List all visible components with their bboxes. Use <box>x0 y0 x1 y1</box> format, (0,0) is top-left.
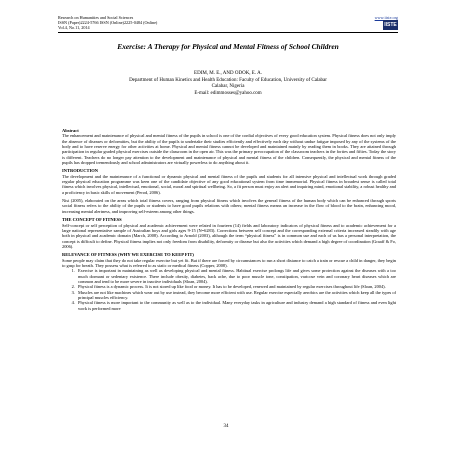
author-block <box>58 71 398 97</box>
introduction-paragraph-1: The development and the maintenance of a functional or dynamic physical and mental fitness of the pupils and students for all intensive physical and intellectual work through graded regular physical education programme was keen one of the candidate objective of any good educational system from time immemorial. Physical fitness in broadest sense is called total fitness which involves physical, intellectual, emotional, social, moral and spiritual wellbeing. So, a fit person must enjoy an alert and inquiring mind, emotional stability, a robust healthy and a proficiency in basic skills of movement (Perod, 2006). <box>62 173 396 195</box>
concept-text: Self-concept or self perception of physical and academic achievement were related in fourteen (14) fields and laboratory indicators of physical fitness and to academic achievement for a large national representative sample of Australian boys and girls ages 9-15 (N=6283). Corrections between self concept and the corresponding external criteria increased steadily with age both in physical and academic domain (March, 2008). According to Arnold (2003), although the term “physical fitness” is in common use and each of us has a personal interpretation, the concept is difficult to define. Physical fitness implies not only freedom from disability, deformity or disease but also the activities which demand a high degree of coordination (Graaff & Fo, 2006). <box>62 222 396 249</box>
paper-body <box>62 128 396 311</box>
volume-line: Vol.4, No.11, 2014 <box>58 25 90 31</box>
concept-heading: THE CONCEPT OF FITNESS <box>62 217 122 223</box>
relevance-heading: RELEVANCE OF FITNESS (WHY WE EXERCISE TO KEEP FIT) <box>62 252 194 258</box>
list-item: 1. Exercise is important in maintaining as well as developing physical and mental fitness. Habitual exercise prolongs life and gives some protection against the diseases with a too much dormant or sedentary existence. There include obesity, diabetes, back ache, due to poor muscle tone, constipation, varicose vein and coronary heart diseases which are common and tend to be more severe in inactive individuals (Sloan, 2004). <box>76 268 396 284</box>
relevance-intro: Some people may claim that they do not take regular exercise but yet fit. But if there are forced by circumstances to run a short distance to catch a train or rescue a child in danger, they begin to gasp for breath. They possess what is referred to as static or medical fitness (Copper, 2008). <box>62 257 396 268</box>
introduction-paragraph-2: Nisi (2005), elaborated on the areas which total fitness covers, ranging from physical fitness which involves the general fitness of the human body which can be enhanced through sports social fitness refers to the ability of the pupils or students to have good pupils relations with others; mental fitness means an increase in the flow of blood to the brain, enhancing mood, increasing mental alertness, and improving self-esteem among other things. <box>62 198 396 214</box>
relevance-list <box>62 268 396 311</box>
author-email: E-mail: edimmosses@yahoo.com <box>194 90 262 96</box>
journal-url-link[interactable]: www.iiste.org <box>374 15 398 20</box>
header-rule <box>58 32 398 33</box>
abstract-text: The enhancement and maintenance of physical and mental fitness of the pupils in school is one of the cordial objectives of every good education system. Physical fitness does not only imply the absence of diseases or deformities, but the ability of the pupils to undertake their studies efficiently and effectively each day without undue fatigue imposed by any of the systems of the body and to have reserve energy for other activities at home. Physical and mental fitness cannot be developed and maintained mainly by reading them in books. They are attained through participation in regular graded physical exercises outside the classroom in the open air. This was the primary preoccupation of the classroom teachers in the forties and fifties. Today the story is different. Teachers do no longer pay attention to the development and maintenance of physical and mental fitness of the children. Consequently, the physical and mental fitness of the pupils has dropped tremendously and school administrators are virtually powerless to do anything about it. <box>62 133 396 166</box>
author-city: Calabar, Nigeria <box>211 84 245 89</box>
paper-title: Exercise: A Therapy for Physical and Mental Fitness of School Children <box>117 42 339 51</box>
journal-name: Research on Humanities and Social Sciences <box>58 15 134 20</box>
list-item: 3. Muscles are not like machines which wear out by use instead, they become more efficient with use. Regular exercise especially aerobics are the activities which keep all the types of principal muscles efficiency. <box>76 290 396 301</box>
introduction-heading: INTRODUCTION <box>62 168 99 174</box>
author-affiliation: Department of Human Kinetics and Health Education: Faculty of Education, University of Calabar <box>129 77 327 83</box>
issn-line: ISSN (Paper)2224-5766 ISSN (Online)2225-0484 (Online) <box>58 20 158 26</box>
journal-header <box>58 15 398 31</box>
page-number: 34 <box>223 424 229 429</box>
author-names: EDIM, M. E., AND ODOK, E. A. <box>194 71 262 76</box>
list-item: 4. Physical fitness is more important to the community as well as to the individual. Many everyday tasks in agriculture and industry demand a high standard of fitness and even light work is performed more <box>76 300 396 311</box>
abstract-heading: Abstract <box>62 128 79 133</box>
list-item: 2. Physical fitness is a dynamic process. It is not stored up like food or money. It has to be developed, renewed and maintained by regular exercises throughout life (Sloan, 2004). <box>76 284 396 289</box>
iiste-logo: IISTE <box>384 22 397 28</box>
